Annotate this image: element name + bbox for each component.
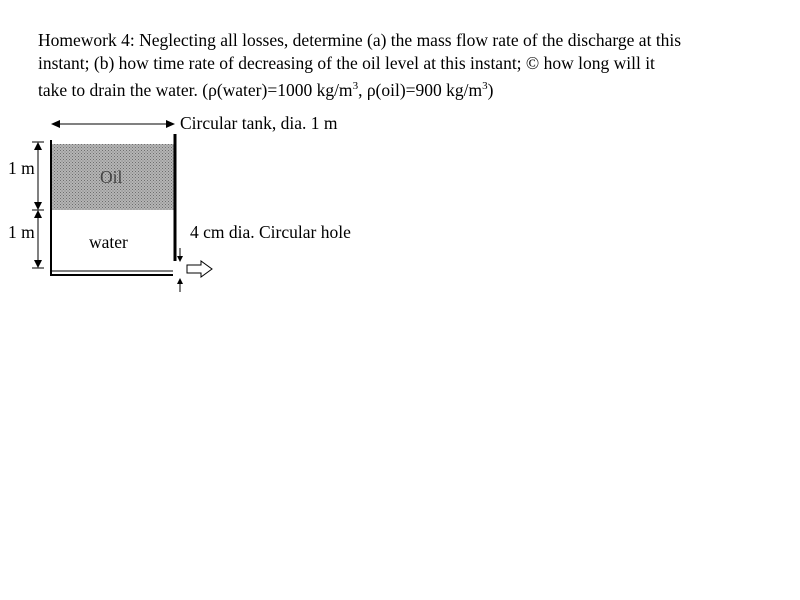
tank-diameter-label: Circular tank, dia. 1 m <box>180 113 338 133</box>
hole-label: 4 cm dia. Circular hole <box>190 222 351 242</box>
cube-superscript: 3 <box>482 80 488 92</box>
problem-line-1: Homework 4: Neglecting all losses, determine (a) the mass flow rate of the discharge at this <box>38 30 682 50</box>
oil-height-arrow-up <box>34 142 42 150</box>
discharge-flow-arrow <box>187 261 212 277</box>
water-height-arrow-down <box>34 260 42 268</box>
water-density: (water)=1000 kg/m <box>216 79 353 100</box>
oil-height-arrow-down <box>34 202 42 210</box>
oil-height-label: 1 m <box>8 158 35 178</box>
diameter-arrow-right <box>166 120 175 128</box>
water-height-label: 1 m <box>8 222 35 242</box>
oil-density: (oil)=900 kg/m <box>375 79 483 100</box>
rho-symbol: ρ <box>366 79 376 100</box>
oil-label: Oil <box>100 167 123 187</box>
cube-superscript: 3 <box>352 80 359 92</box>
diameter-arrow-left <box>51 120 60 128</box>
hole-arrow-top <box>177 256 183 262</box>
problem-line-2: instant; (b) how time rate of decreasing of the oil level at this instant; © how long will it <box>38 53 655 73</box>
water-label: water <box>89 232 128 252</box>
problem-line-3: take to drain the water. (ρ(water)=1000 $kg/m^3$, ρ(oil)=900 $kg/m^3$) <box>38 79 494 100</box>
hole-arrow-bottom <box>177 278 183 284</box>
water-height-arrow-up <box>34 210 42 218</box>
rho-symbol: ρ <box>208 79 217 100</box>
